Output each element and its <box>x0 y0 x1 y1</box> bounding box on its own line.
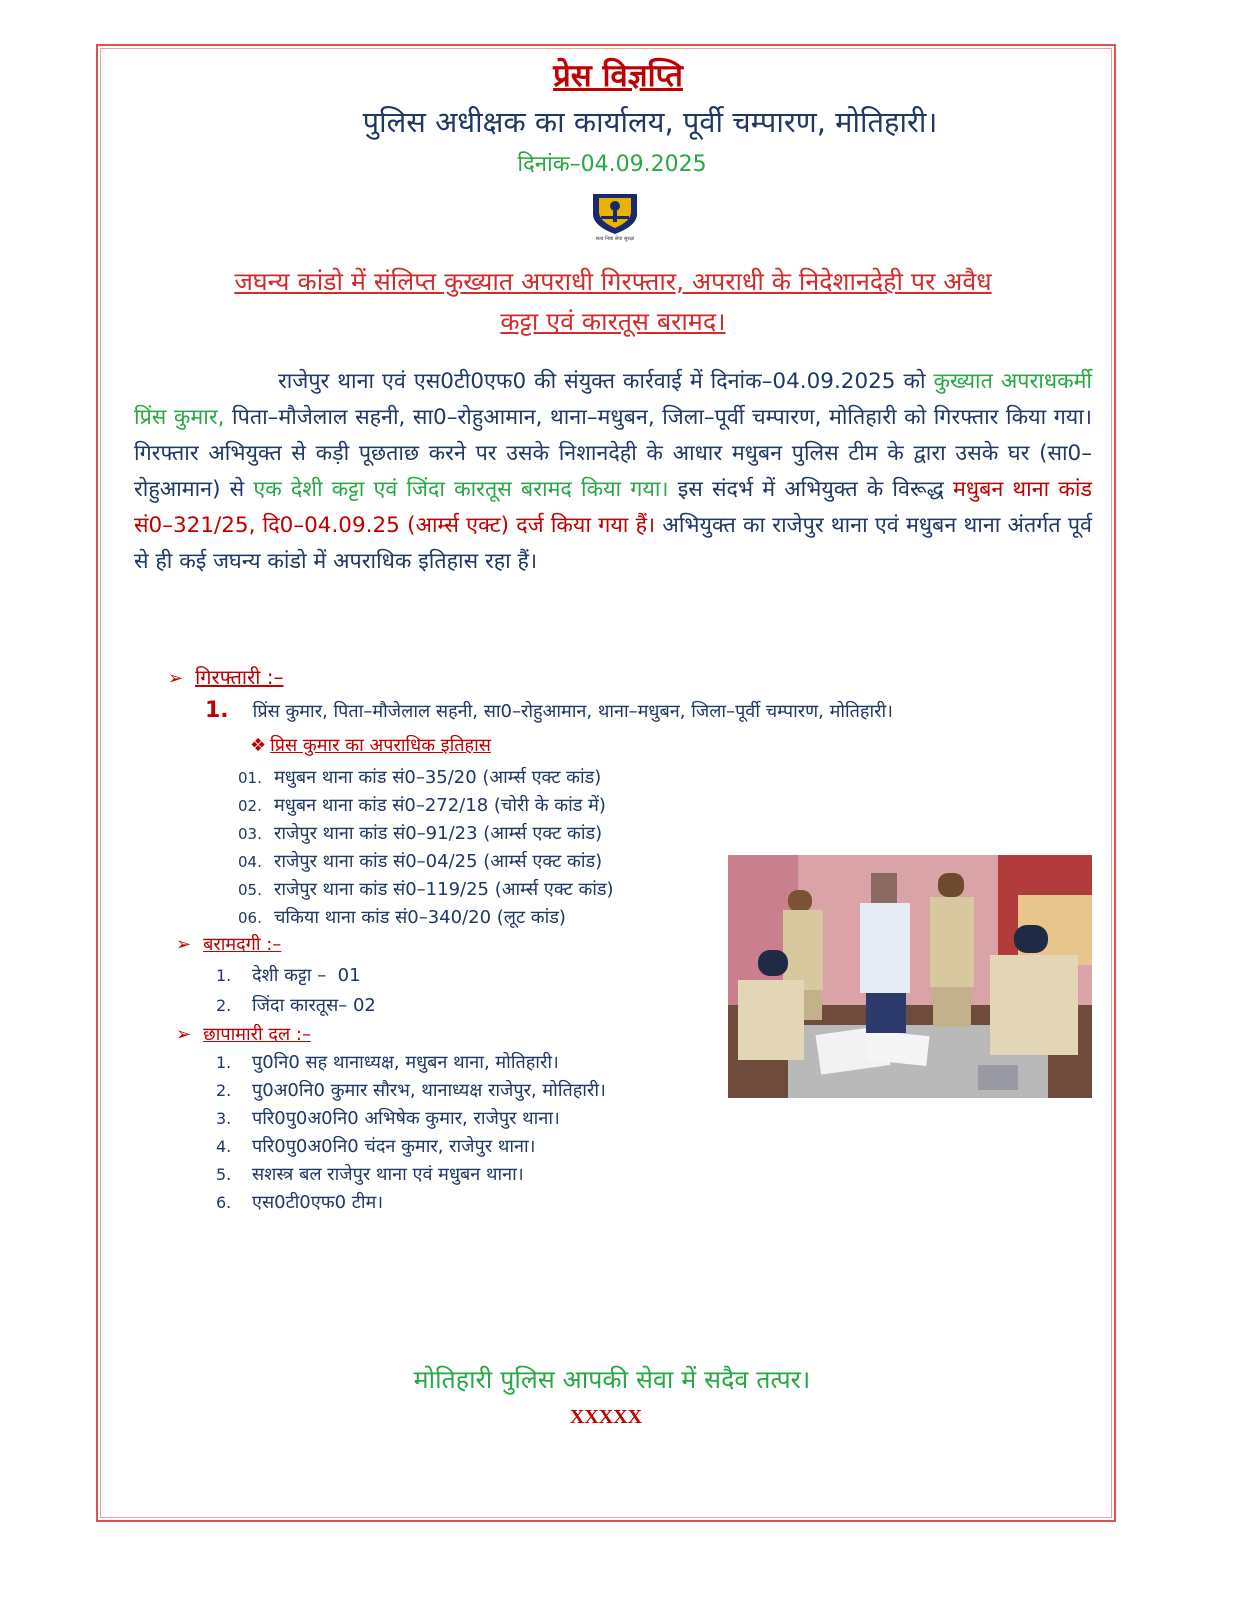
headline-line-2: कट्टा एवं कारतूस बरामद। <box>500 307 726 336</box>
diamond-bullet-icon: ❖ <box>250 735 267 756</box>
footer-mark: XXXXX <box>569 1406 643 1428</box>
list-item: 02. मधुबन थाना कांड सं0–272/18 (चोरी के कांड में) <box>238 795 606 816</box>
criminal-history-list <box>238 764 614 932</box>
release-date: दिनांक–04.09.2025 <box>517 152 707 177</box>
logo-motto: सत्य निष्ठा सेवा सुरक्षा <box>595 236 635 242</box>
raid-team-section-heading: ➢ छापामारी दल :– <box>176 1024 311 1045</box>
list-item: 5. सशस्त्र बल राजेपुर थाना एवं मधुबन थाना। <box>216 1164 524 1185</box>
arrest-entry: 1. प्रिंस कुमार, पिता–मौजेलाल सहनी, सा0–रोहुआमान, थाना–मधुबन, जिला–पूर्वी चम्पारण, मोतिहारी। <box>205 698 893 723</box>
list-item: 03. राजेपुर थाना कांड सं0–91/23 (आर्म्स एक्ट कांड) <box>238 823 603 844</box>
arrest-section-heading: ➢ गिरफ्तारी :– <box>168 665 284 689</box>
arrow-bullet-icon: ➢ <box>168 668 184 689</box>
recovery-list <box>216 961 376 1021</box>
list-item: 4. परि0पु0अ0नि0 चंदन कुमार, राजेपुर थाना। <box>216 1136 536 1157</box>
list-item: 3. परि0पु0अ0नि0 अभिषेक कुमार, राजेपुर थाना। <box>216 1108 560 1129</box>
criminal-history-heading: ❖ प्रिस कुमार का अपराधिक इतिहास <box>250 735 491 756</box>
list-item: 01. मधुबन थाना कांड सं0–35/20 (आर्म्स एक्ट कांड) <box>238 767 602 788</box>
list-item: 1. देशी कट्टा – 01 <box>216 965 361 986</box>
para-accused-highlight: कुख्यात अपराधकर्मी प्रिंस कुमार, <box>134 369 1093 430</box>
list-item: 2. जिंदा कारतूस– 02 <box>216 995 376 1016</box>
list-item: 2. पु0अ0नि0 कुमार सौरभ, थानाध्यक्ष राजेपुर, मोतिहारी। <box>216 1080 606 1101</box>
arrow-bullet-icon: ➢ <box>176 934 192 955</box>
list-item: 04. राजेपुर थाना कांड सं0–04/25 (आर्म्स एक्ट कांड) <box>238 851 603 872</box>
headline-line-1: जघन्य कांडो में संलिप्त कुख्यात अपराधी गिरफ्तार, अपराधी के निदेशानदेही पर अवैध <box>234 267 992 296</box>
main-paragraph <box>134 364 1092 580</box>
recovery-section-heading: ➢ बरामदगी :– <box>176 934 282 955</box>
list-item: 05. राजेपुर थाना कांड सं0–119/25 (आर्म्स एक्ट कांड) <box>238 879 614 900</box>
bihar-police-emblem-icon <box>585 192 645 244</box>
arrow-bullet-icon: ➢ <box>176 1024 192 1045</box>
list-item: 06. चकिया थाना कांड सं0–340/20 (लूट कांड) <box>238 907 566 928</box>
para-case-highlight: मधुबन थाना कांड सं0–321/25, दि0–04.09.25 (आर्म्स एक्ट) दर्ज किया गया हैं। <box>134 477 1092 538</box>
list-item: 6. एस0टी0एफ0 टीम। <box>216 1192 384 1213</box>
list-item: 1. पु0नि0 सह थानाध्यक्ष, मधुबन थाना, मोतिहारी। <box>216 1052 559 1073</box>
press-release-title: प्रेस विज्ञप्ति <box>553 58 683 94</box>
headline <box>150 262 1076 342</box>
para-text: इस संदर्भ में अभियुक्त के विरूद्ध <box>668 477 953 502</box>
para-text: अभियुक्त का राजेपुर थाना एवं मधुबन थाना अंतर्गत पूर्व से ही कई जघन्य कांडो में अपराधिक इतिहास रहा हैं। <box>134 513 1092 574</box>
office-name: पुलिस अधीक्षक का कार्यालय, पूर्वी चम्पारण, मोतिहारी। <box>362 105 938 139</box>
para-text: पिता–मौजेलाल सहनी, सा0–रोहुआमान, थाना–मधुबन, जिला–पूर्वी चम्पारण, मोतिहारी को गिरफ्तार किया गया। गिरफ्तार अभियुक्त से कड़ी पूछताछ करने पर उसके निशानदेही के आधार मधुबन पुलिस टीम के द्वारा उसके घर (सा0–रोहुआमान) से <box>134 405 1092 502</box>
para-recovery-highlight: एक देशी कट्टा एवं जिंदा कारतूस बरामद किया गया। <box>253 477 669 502</box>
raid-team-list <box>216 1049 606 1217</box>
footer-slogan: मोतिहारी पुलिस आपकी सेवा में सदैव तत्पर। <box>413 1365 811 1394</box>
arrest-photo <box>728 855 1092 1098</box>
para-text: राजेपुर थाना एवं एस0टी0एफ0 की संयुक्त कार्रवाई में दिनांक–04.09.2025 को <box>278 369 934 394</box>
